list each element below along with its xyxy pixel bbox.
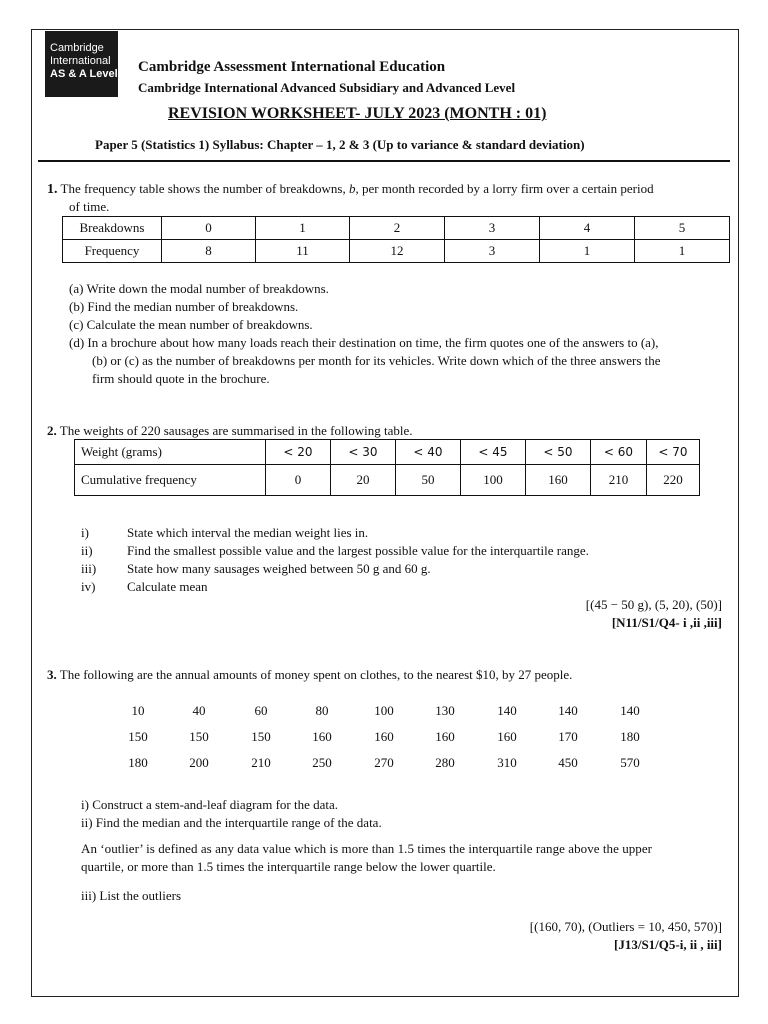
table-cell: < 60 (591, 440, 647, 465)
q3-outlier-definition: An ‘outlier’ is defined as any data value which is more than 1.5 times the interquartile range above the upper (81, 841, 653, 856)
q2-reference: [N11/S1/Q4- i ,ii ,iii] (611, 615, 722, 630)
data-value: 60 (254, 703, 268, 718)
q1-part-d: (d) In a brochure about how many loads reach their destination on time, the firm quotes one of the answers to (a), (69, 335, 659, 350)
q1-number: 1. (47, 182, 58, 197)
q2-part-2-num: ii) (81, 543, 93, 558)
data-value: 270 (374, 755, 394, 770)
table-header-cell: Frequency (63, 240, 162, 263)
q1-intro-after: , per month recorded by a lorry firm over a certain period (355, 181, 654, 196)
q2-answer: [(45 − 50 g), (5, 20), (50)] (585, 597, 722, 612)
q3-intro (47, 667, 572, 683)
data-value: 10 (131, 703, 145, 718)
q2-number: 2. (47, 423, 57, 438)
table-cell: 0 (266, 465, 331, 496)
data-value: 180 (128, 755, 148, 770)
q2-part-2-text: Find the smallest possible value and the largest possible value for the interquartile range. (127, 543, 589, 558)
header-divider (38, 160, 730, 162)
data-value: 210 (251, 755, 271, 770)
table-cell: 100 (461, 465, 526, 496)
data-value: 280 (435, 755, 455, 770)
data-value: 160 (312, 729, 332, 744)
logo-line-2: International (50, 55, 111, 67)
q3-part-3: iii) List the outliers (81, 888, 182, 903)
q2-part-4-num: iv) (81, 579, 96, 594)
logo-line-3: AS & A Level (50, 68, 118, 80)
q2-part-3-text: State how many sausages weighed between 50 g and 60 g. (127, 561, 431, 576)
data-value: 100 (374, 703, 394, 718)
q3-outlier-definition-line2: quartile, or more than 1.5 times the interquartile range below the lower quartile. (81, 859, 496, 874)
table-cell: 3 (445, 217, 540, 240)
q1-intro (47, 181, 654, 198)
q2-part-4-text: Calculate mean (127, 579, 208, 594)
table-cell: 1 (540, 240, 635, 263)
q1-intro-before: The frequency table shows the number of breakdowns, (60, 181, 349, 196)
table-cell: 12 (350, 240, 445, 263)
q3-reference: [J13/S1/Q5-i, ii , iii] (614, 937, 722, 952)
q2-intro (47, 423, 413, 439)
table-cell: 160 (526, 465, 591, 496)
table-cell: 3 (445, 240, 540, 263)
data-value: 40 (192, 703, 206, 718)
data-value: 200 (189, 755, 209, 770)
q1-intro-line2: of time. (69, 199, 110, 214)
table-cell: 210 (591, 465, 647, 496)
table-cell: 50 (396, 465, 461, 496)
table-cell: < 50 (526, 440, 591, 465)
data-value: 450 (558, 755, 578, 770)
q3-number: 3. (47, 667, 57, 682)
table-cell: 2 (350, 217, 445, 240)
data-value: 140 (620, 703, 640, 718)
data-value: 170 (558, 729, 578, 744)
table-cell: 1 (635, 240, 730, 263)
q2-part-1-text: State which interval the median weight lies in. (127, 525, 369, 540)
table-header-cell: Cumulative frequency (75, 465, 266, 496)
table-cell: 220 (647, 465, 700, 496)
table-row (63, 217, 730, 240)
table-cell: 11 (256, 240, 350, 263)
q2-cumulative-table (74, 439, 700, 496)
table-cell: 20 (331, 465, 396, 496)
q2-part-1-num: i) (81, 525, 89, 540)
table-header-cell: Weight (grams) (75, 440, 266, 465)
table-row (63, 240, 730, 263)
table-cell: 1 (256, 217, 350, 240)
header-org: Cambridge Assessment International Education (138, 59, 446, 75)
data-value: 160 (497, 729, 517, 744)
q2-part-3-num: iii) (81, 561, 97, 576)
data-value: 150 (189, 729, 209, 744)
data-value: 310 (497, 755, 517, 770)
q3-part-1: i) Construct a stem-and-leaf diagram for the data. (81, 797, 339, 812)
q3-intro-text: The following are the annual amounts of money spent on clothes, to the nearest $10, by 27 people. (59, 667, 573, 682)
table-cell: < 70 (647, 440, 700, 465)
header-qualification: Cambridge International Advanced Subsidiary and Advanced Level (138, 80, 516, 95)
table-cell: 4 (540, 217, 635, 240)
q1-frequency-table (62, 216, 730, 263)
table-cell: < 30 (331, 440, 396, 465)
data-value: 130 (435, 703, 455, 718)
q3-part-2: ii) Find the median and the interquartile range of the data. (81, 815, 382, 830)
data-value: 140 (497, 703, 517, 718)
q1-part-d-line3: firm should quote in the brochure. (92, 371, 270, 386)
data-value: 140 (558, 703, 578, 718)
q1-intro-variable: b (348, 181, 356, 196)
data-value: 160 (374, 729, 394, 744)
q1-part-a: (a) Write down the modal number of breakdowns. (69, 281, 329, 296)
data-value: 250 (312, 755, 332, 770)
table-cell: < 40 (396, 440, 461, 465)
cambridge-logo (45, 31, 118, 97)
page-subtitle: Paper 5 (Statistics 1) Syllabus: Chapter – 1, 2 & 3 (Up to variance & standard deviation) (95, 137, 585, 152)
q2-intro-text: The weights of 220 sausages are summarised in the following table. (59, 423, 413, 438)
table-row (75, 440, 700, 465)
data-value: 80 (315, 703, 329, 718)
table-cell: 5 (635, 217, 730, 240)
q1-part-b: (b) Find the median number of breakdowns. (69, 299, 299, 314)
table-cell: < 20 (266, 440, 331, 465)
table-cell: < 45 (461, 440, 526, 465)
table-row (75, 465, 700, 496)
q1-part-d-line2: (b) or (c) as the number of breakdowns per month for its vehicles. Write down which of the three answers the (92, 353, 661, 368)
data-value: 150 (251, 729, 271, 744)
logo-line-1: Cambridge (50, 42, 104, 54)
q1-part-c: (c) Calculate the mean number of breakdowns. (69, 317, 313, 332)
table-cell: 8 (162, 240, 256, 263)
page-title: REVISION WORKSHEET- JULY 2023 (MONTH : 01) (168, 105, 547, 122)
data-value: 570 (620, 755, 640, 770)
table-header-cell: Breakdowns (63, 217, 162, 240)
data-value: 180 (620, 729, 640, 744)
table-cell: 0 (162, 217, 256, 240)
data-value: 160 (435, 729, 455, 744)
data-value: 150 (128, 729, 148, 744)
q3-answer: [(160, 70), (Outliers = 10, 450, 570)] (529, 919, 722, 934)
